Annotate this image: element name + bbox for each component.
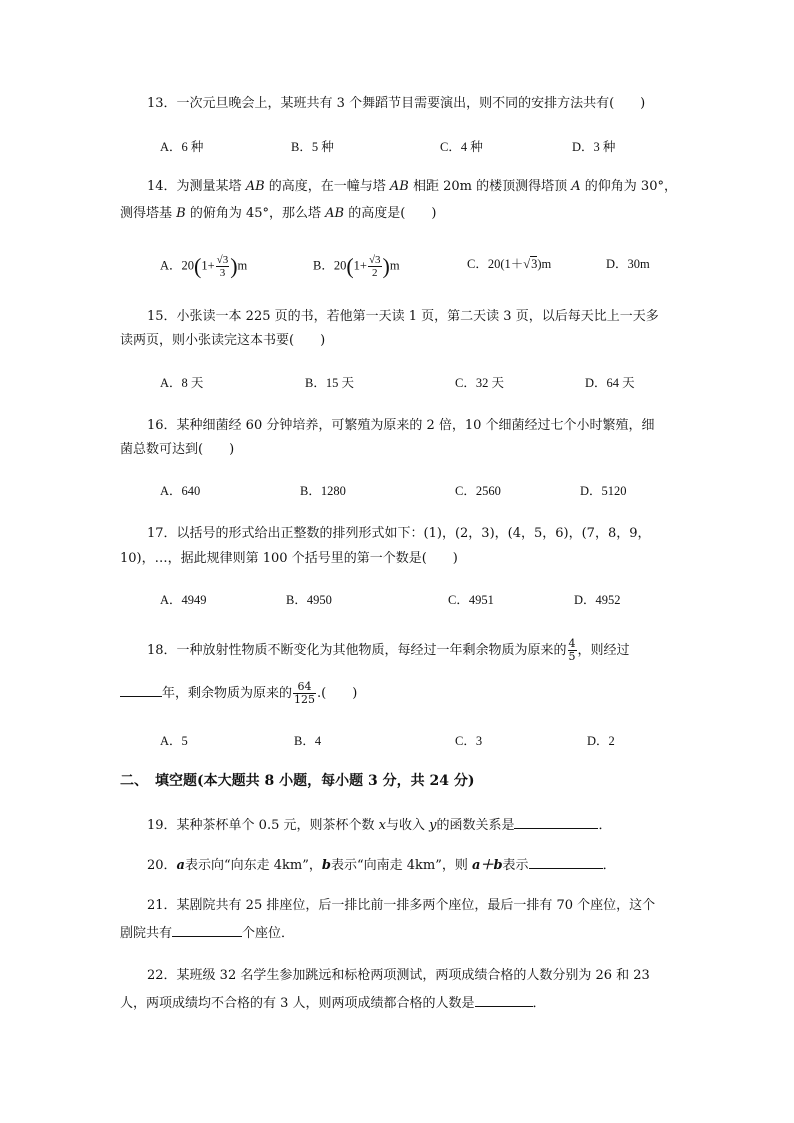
q14-option-a: A．20(1+ $\frac{√3}{3}$ )m xyxy=(160,253,248,279)
q16-option-c: C．2560 xyxy=(455,484,501,498)
q22-stem-line2: 人，两项成绩均不合格的有 3 人，则两项成绩都合格的人数是 ． xyxy=(120,992,546,1014)
q22-answer-blank xyxy=(475,992,533,1007)
q14-stem-line2: 测得塔基 B 的俯角为 45°，那么塔 AB 的高度是( ) xyxy=(120,206,437,221)
q14-option-b: B．20(1+ $\frac{√3}{2}$ )m xyxy=(313,253,400,279)
q21-stem-line1: 21．某剧院共有 25 排座位，后一排比前一排多两个座位，最后一排有 70 个座位，这个 xyxy=(147,898,656,913)
q18-option-c: C．3 xyxy=(455,734,483,748)
q18-option-d: D．2 xyxy=(587,734,615,748)
q16-stem-line2: 菌总数可达到( ) xyxy=(120,442,235,457)
q17-stem-line2: 10)，…，据此规律则第 100 个括号里的第一个数是( ) xyxy=(120,551,458,566)
q14-stem-line1: 14．为测量某塔 AB 的高度，在一幢与塔 AB 相距 20m 的楼顶测得塔顶 A 的仰角为 30°， xyxy=(147,179,677,194)
q17-option-b: B．4950 xyxy=(286,593,332,607)
q16-option-a: A．640 xyxy=(160,484,201,498)
q18-stem-line1: 18．一种放射性物质不断变化为其他物质，每经过一年剩余物质为原来的 $\frac{4}{5}$ ，则经过 xyxy=(147,637,630,663)
q19-answer-blank xyxy=(514,814,598,829)
q13-option-d: D．3 种 xyxy=(572,140,616,154)
q21-stem-line2: 剧院共有 个座位． xyxy=(120,922,294,944)
q18-option-a: A．5 xyxy=(160,734,188,748)
q18-answer-blank xyxy=(120,682,162,697)
q17-option-c: C．4951 xyxy=(448,593,494,607)
q18-option-b: B．4 xyxy=(294,734,322,748)
q15-option-d: D．64 天 xyxy=(585,376,635,390)
q19-stem: 19．某种茶杯单个 0.5 元，则茶杯个数 x与收入 y的函数关系是 ． xyxy=(147,814,612,836)
q20-stem: 20．a表示向“向东走 4km”，b表示“向南走 4km”，则 a＋b表示 ． xyxy=(147,854,616,876)
q14-option-d: D．30m xyxy=(606,257,650,271)
q13-option-b: B．5 种 xyxy=(291,140,334,154)
q15-option-b: B．15 天 xyxy=(305,376,354,390)
q20-answer-blank xyxy=(529,854,603,869)
q21-answer-blank xyxy=(172,922,242,937)
section-2-heading: 二、 填空题(本大题共 8 小题，每小题 3 分，共 24 分) xyxy=(120,773,475,789)
q17-option-a: A．4949 xyxy=(160,593,207,607)
q15-stem-line2: 读两页，则小张读完这本书要( ) xyxy=(120,333,326,348)
q13-option-a: A．6 种 xyxy=(160,140,204,154)
q15-option-c: C．32 天 xyxy=(455,376,504,390)
q17-option-d: D．4952 xyxy=(574,593,621,607)
q13-stem: 13．一次元旦晚会上，某班共有 3 个舞蹈节目需要演出，则不同的安排方法共有( ) xyxy=(147,96,646,111)
q16-option-d: D．5120 xyxy=(580,484,627,498)
q15-stem-line1: 15．小张读一本 225 页的书，若他第一天读 1 页，第二天读 3 页，以后每天比上一天多 xyxy=(147,309,659,324)
q16-stem-line1: 16．某种细菌经 60 分钟培养，可繁殖为原来的 2 倍，10 个细菌经过七个小时繁殖，细 xyxy=(147,418,655,433)
q18-stem-line2: 年，剩余物质为原来的 $\frac{64}{125}$ .( ) xyxy=(120,681,357,706)
q17-stem-line1: 17．以括号的形式给出正整数的排列形式如下：(1)，(2，3)，(4，5，6)，(7，8，9， xyxy=(147,526,651,541)
q22-stem-line1: 22．某班级 32 名学生参加跳远和标枪两项测试，两项成绩合格的人数分别为 26 和 23 xyxy=(147,968,650,983)
q15-option-a: A．8 天 xyxy=(160,376,204,390)
q13-option-c: C．4 种 xyxy=(440,140,483,154)
q16-option-b: B．1280 xyxy=(300,484,346,498)
q14-option-c: C．20(1＋√3)m xyxy=(467,257,552,271)
